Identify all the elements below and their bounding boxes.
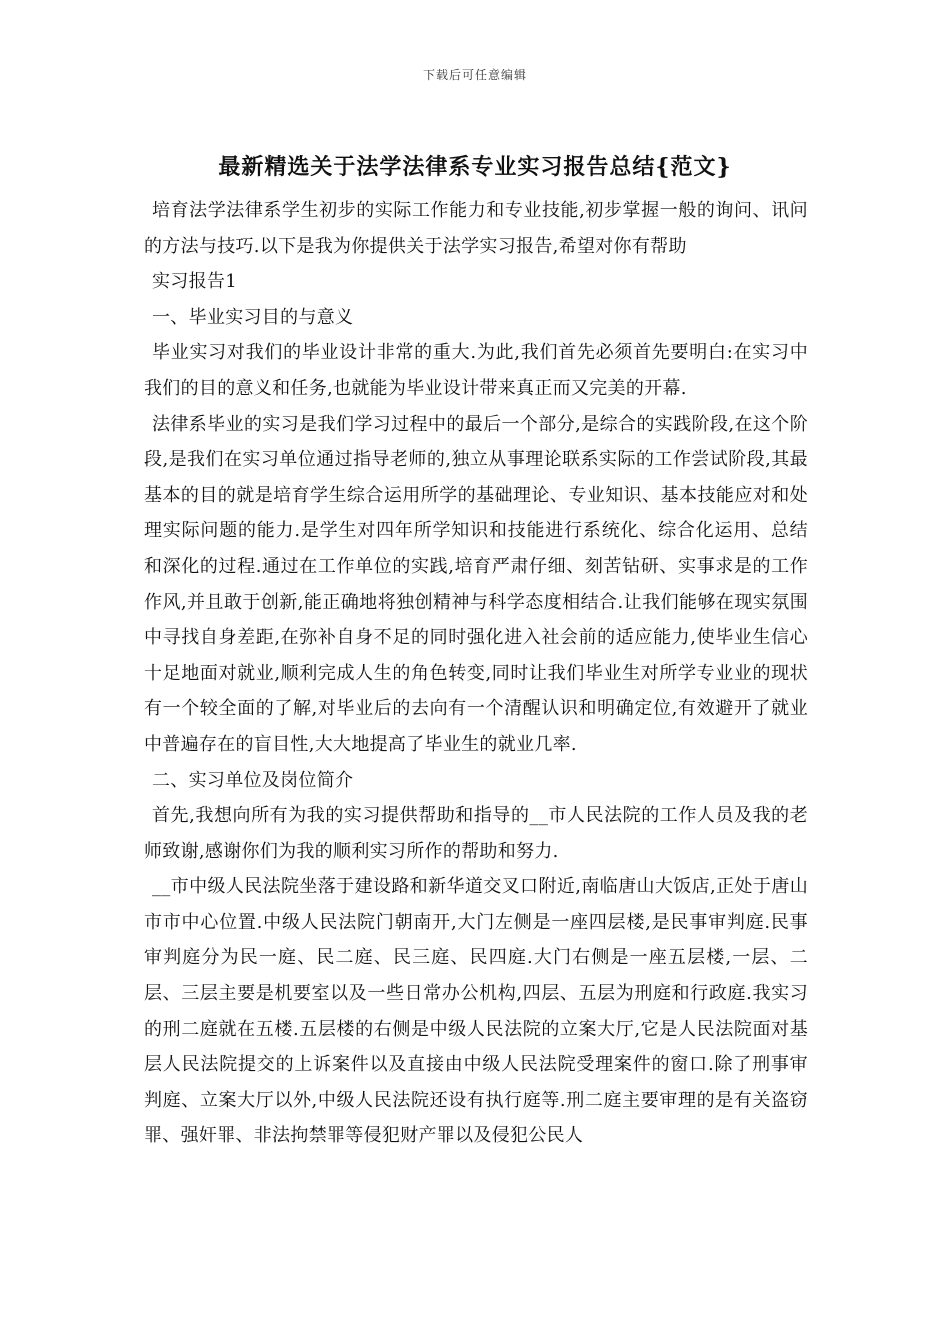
body-paragraph: 法律系毕业的实习是我们学习过程中的最后一个部分,是综合的实践阶段,在这个阶段,是我们在实习单位通过指导老师的,独立从事理论联系实际的工作尝试阶段,其最基本的目的就是培育学生综合运用所学的基础理论、专业知识、基本技能应对和处理实际问题的能力.是学生对四年所学知识和技能进行系统化、综合化运用、总结和深化的过程.通过在工作单位的实践,培育严肃仔细、刻苦钻研、实事求是的工作作风,并且敢于创新,能正确地将独创精神与科学态度相结合.让我们能够在现实氛围中寻找自身差距,在弥补自身不足的同时强化进入社会前的适应能力,使毕业生信心十足地面对就业,顺利完成人生的角色转变,同时让我们毕业生对所学专业业的现状有一个较全面的了解,对毕业后的去向有一个清醒认识和明确定位,有效避开了就业中普遍存在的盲目性,大大地提高了毕业生的就业几率.	[144, 413, 808, 755]
intro-paragraph: 培育法学法律系学生初步的实际工作能力和专业技能,初步掌握一般的询问、讯问的方法与技巧.以下是我为你提供关于法学实习报告,希望对你有帮助	[144, 200, 808, 257]
body-paragraph: 首先,我想向所有为我的实习提供帮助和指导的__市人民法院的工作人员及我的老师致谢,感谢你们为我的顺利实习所作的帮助和努力.	[144, 805, 808, 862]
header-note: 下载后可任意编辑	[422, 68, 527, 82]
document-body	[144, 193, 808, 1154]
section-heading-1: 一、毕业实习目的与意义	[152, 306, 354, 328]
document-title: 最新精选关于法学法律系专业实习报告总结{范文}	[218, 154, 732, 180]
report-label: 实习报告1	[152, 271, 237, 293]
body-paragraph: 毕业实习对我们的毕业设计非常的重大.为此,我们首先必须首先要明白:在实习中我们的目的意义和任务,也就能为毕业设计带来真正而又完美的开幕.	[144, 342, 808, 399]
section-heading-2: 二、实习单位及岗位简介	[152, 769, 354, 791]
body-paragraph: __市中级人民法院坐落于建设路和新华道交叉口附近,南临唐山大饭店,正处于唐山市市中心位置.中级人民法院门朝南开,大门左侧是一座四层楼,是民事审判庭.民事审判庭分为民一庭、民二庭、民三庭、民四庭.大门右侧是一座五层楼,一层、二层、三层主要是机要室以及一些日常办公机构,四层、五层为刑庭和行政庭.我实习的刑二庭就在五楼.五层楼的右侧是中级人民法院的立案大厅,它是人民法院面对基层人民法院提交的上诉案件以及直接由中级人民法院受理案件的窗口.除了刑事审判庭、立案大厅以外,中级人民法院还设有执行庭等.刑二庭主要审理的是有关盗窃罪、强奸罪、非法拘禁罪等侵犯财产罪以及侵犯公民人	[144, 876, 808, 1147]
